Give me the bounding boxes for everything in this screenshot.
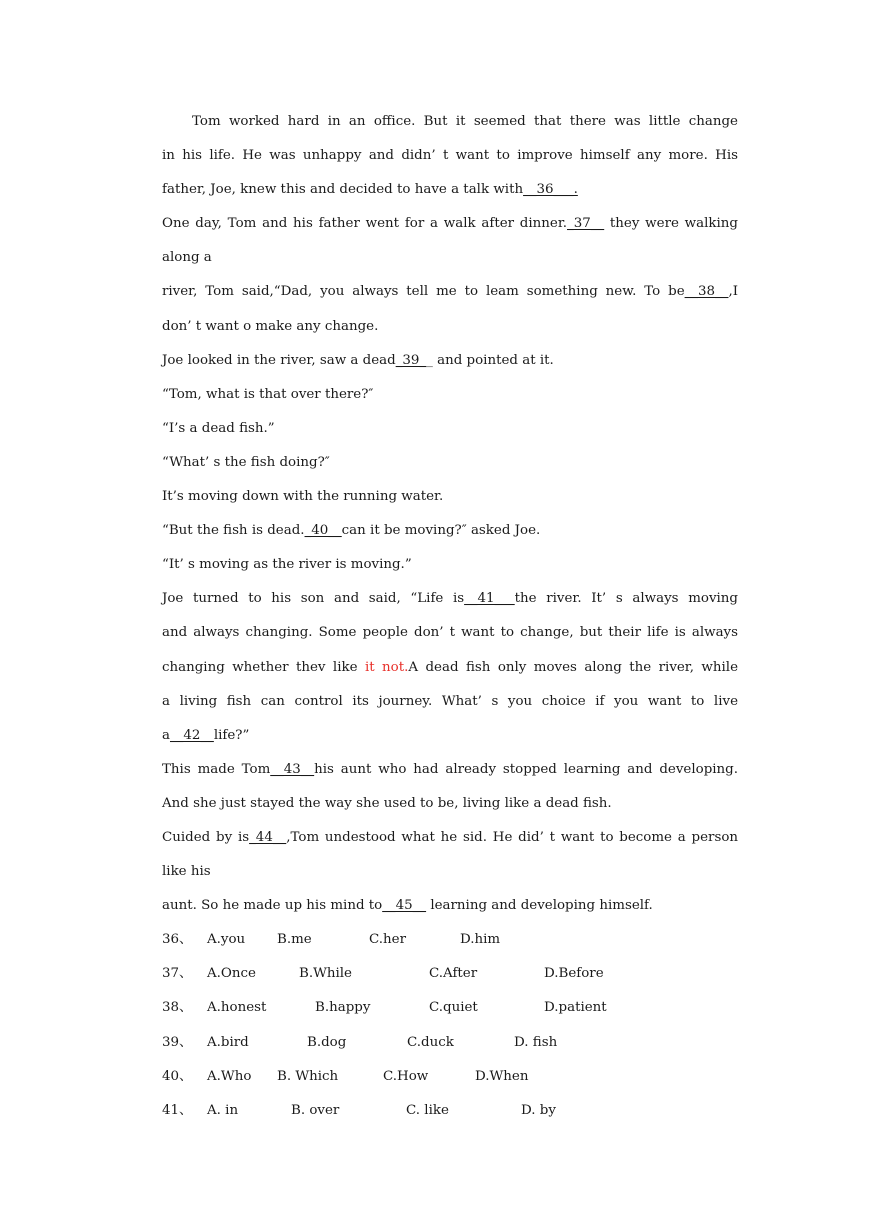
option-d: D.him <box>460 932 501 948</box>
paragraph-line: Joe turned to his son and said, “Life is__41___the river. It’ s always moving <box>162 591 738 607</box>
paragraph-line: Joe looked in the river, saw a dead_39__ and pointed at it. <box>162 352 554 368</box>
paragraph-line: “What’ s the fish doing?″ <box>162 454 330 470</box>
blank-36: __36___. <box>523 182 578 198</box>
option-a: A. in <box>207 1102 239 1118</box>
paragraph-line: “But the fish is dead._40__can it be moving?″ asked Joe. <box>162 523 541 539</box>
option-c: C.her <box>369 932 406 948</box>
option-c: C.quiet <box>429 1000 478 1016</box>
option-c: C.How <box>383 1068 429 1084</box>
paragraph-line: father, Joe, knew this and decided to have a talk with__36___. <box>162 182 578 198</box>
highlighted-text: it not. <box>364 659 409 675</box>
option-d: D. by <box>521 1102 556 1118</box>
paragraph-line: And she just stayed the way she used to be, living like a dead fish. <box>162 795 612 811</box>
option-a: A.Who <box>207 1068 252 1084</box>
paragraph-line: This made Tom__43__his aunt who had already stopped learning and developing. <box>162 761 738 777</box>
paragraph-line: “I’s a dead fish.” <box>162 420 275 436</box>
option-a: A.bird <box>207 1034 249 1050</box>
paragraph-line: “Tom, what is that over there?″ <box>162 386 374 402</box>
blank-39: _39_ <box>395 352 427 368</box>
paragraph-line: Tom worked hard in an office. But it seemed that there was little change <box>192 114 738 129</box>
paragraph-line: like his <box>162 864 211 880</box>
option-d: D. fish <box>514 1034 558 1050</box>
question-37 <box>162 957 738 991</box>
passage <box>162 105 738 1128</box>
paragraph-line: It’s moving down with the running water. <box>162 489 444 505</box>
paragraph-line: Cuided by is_44__,Tom undestood what he sid. He did’ t want to become a person <box>162 829 739 845</box>
paragraph-line: a__42__life?” <box>162 727 250 743</box>
option-c: C.After <box>429 966 478 982</box>
question-number: 39、 <box>162 1034 193 1050</box>
option-b: B. over <box>291 1102 340 1118</box>
question-39 <box>162 1026 738 1060</box>
option-b: B.me <box>277 932 312 948</box>
blank-44: _44__ <box>249 829 287 845</box>
option-c: C.duck <box>407 1034 454 1050</box>
paragraph-line: don’ t want o make any change. <box>162 318 379 334</box>
paragraph-line: in his life. He was unhappy and didn’ t want to improve himself any more. His <box>162 148 738 164</box>
option-b: B. Which <box>277 1068 339 1084</box>
question-41 <box>162 1094 738 1128</box>
paragraph-line: a living fish can control its journey. What’ s you choice if you want to live <box>162 693 738 709</box>
blank-37: _37__ <box>567 216 605 232</box>
paragraph-line: river, Tom said,“Dad, you always tell me to leam something new. To be__38__,I <box>162 284 738 300</box>
option-d: D.patient <box>544 1000 607 1016</box>
question-number: 37、 <box>162 966 193 982</box>
option-d: D.Before <box>544 966 604 982</box>
option-b: B.happy <box>315 1000 371 1016</box>
option-b: B.While <box>299 966 352 982</box>
paragraph-line: “It’ s moving as the river is moving.” <box>162 557 412 573</box>
paragraph-line: and always changing. Some people don’ t want to change, but their life is always <box>162 625 738 641</box>
option-a: A.honest <box>207 1000 267 1016</box>
option-d: D.When <box>475 1068 529 1084</box>
blank-40: _40__ <box>304 523 342 539</box>
blank-43: __43__ <box>270 761 315 777</box>
blank-38: __38__ <box>684 284 729 300</box>
question-38 <box>162 991 738 1025</box>
option-c: C. like <box>406 1102 449 1118</box>
question-number: 40、 <box>162 1068 193 1084</box>
question-40 <box>162 1060 738 1094</box>
option-b: B.dog <box>307 1034 347 1050</box>
blank-45: __45__ <box>382 898 427 914</box>
paragraph-line: One day, Tom and his father went for a walk after dinner._37__ they were walking <box>162 216 738 232</box>
paragraph-line: changing whether thev like it not.A dead fish only moves along the river, while <box>162 659 739 675</box>
blank-41: __41___ <box>464 591 515 607</box>
question-number: 38、 <box>162 1000 193 1016</box>
option-a: A.Once <box>207 966 256 982</box>
paragraph-line: along a <box>162 250 212 266</box>
question-number: 41、 <box>162 1102 193 1118</box>
option-a: A.you <box>207 932 246 948</box>
question-36 <box>162 923 738 957</box>
blank-42: __42__ <box>169 727 214 743</box>
paragraph-line: aunt. So he made up his mind to__45__ learning and developing himself. <box>162 898 653 914</box>
question-number: 36、 <box>162 932 193 948</box>
